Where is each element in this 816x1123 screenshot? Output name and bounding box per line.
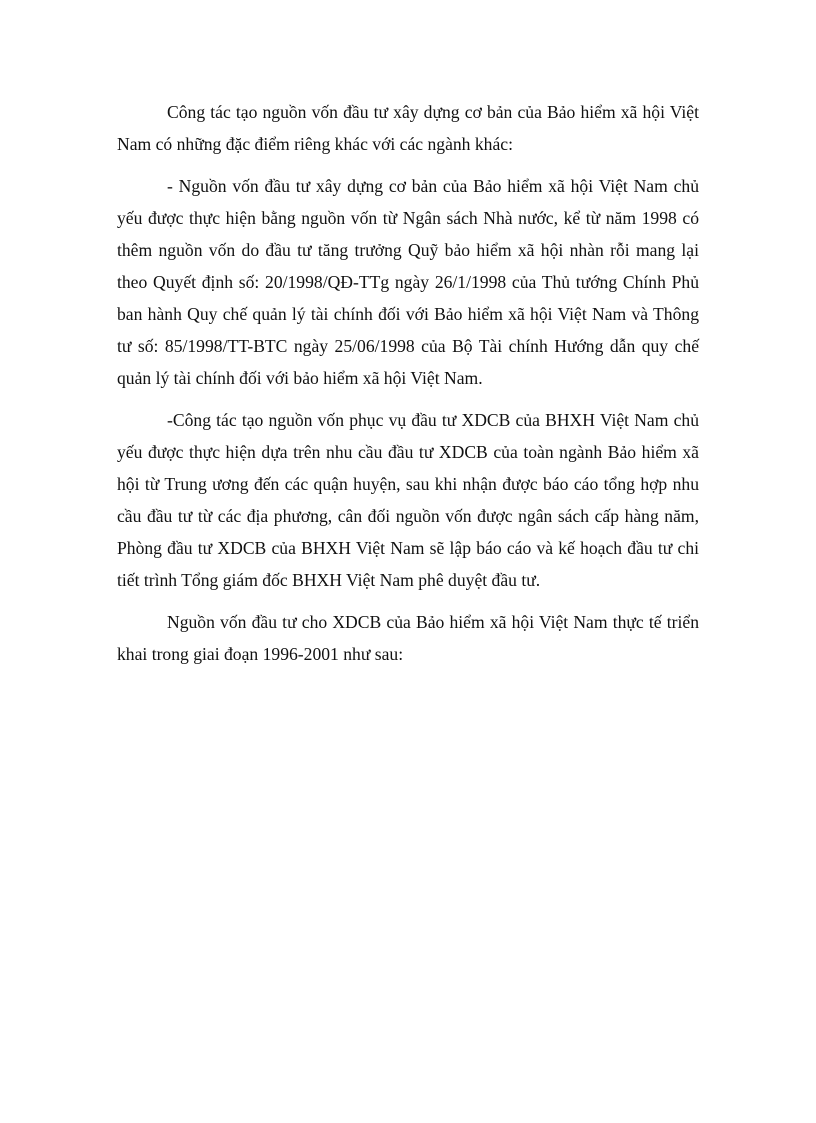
- document-body: [117, 96, 699, 670]
- paragraph-funding-sources: - Nguồn vốn đầu tư xây dựng cơ bản của Bảo hiểm xã hội Việt Nam chủ yếu được thực hiện bằng nguồn vốn từ Ngân sách Nhà nước, kể từ năm 1998 có thêm nguồn vốn do đầu tư tăng trưởng Quỹ bảo hiểm xã hội nhàn rỗi mang lại theo Quyết định số: 20/1998/QĐ-TTg ngày 26/1/1998 của Thủ tướng Chính Phủ ban hành Quy chế quản lý tài chính đối với Bảo hiểm xã hội Việt Nam và Thông tư số: 85/1998/TT-BTC ngày 25/06/1998 của Bộ Tài chính Hướng dẫn quy chế quản lý tài chính đối với bảo hiểm xã hội Việt Nam.: [117, 176, 699, 388]
- paragraph-funding-process: -Công tác tạo nguồn vốn phục vụ đầu tư XDCB của BHXH Việt Nam chủ yếu được thực hiện dựa trên nhu cầu đầu tư XDCB của toàn ngành Bảo hiểm xã hội từ Trung ương đến các quận huyện, sau khi nhận được báo cáo tổng hợp nhu cầu đầu tư từ các địa phương, cân đối nguồn vốn được ngân sách cấp hàng năm, Phòng đầu tư XDCB của BHXH Việt Nam sẽ lập báo cáo và kế hoạch đầu tư chi tiết trình Tổng giám đốc BHXH Việt Nam phê duyệt đầu tư.: [117, 410, 699, 590]
- paragraph-period-summary: Nguồn vốn đầu tư cho XDCB của Bảo hiểm xã hội Việt Nam thực tế triển khai trong giai đoạn 1996-2001 như sau:: [117, 612, 699, 664]
- paragraph-intro: Công tác tạo nguồn vốn đầu tư xây dựng cơ bản của Bảo hiểm xã hội Việt Nam có những đặc điểm riêng khác với các ngành khác:: [117, 102, 699, 154]
